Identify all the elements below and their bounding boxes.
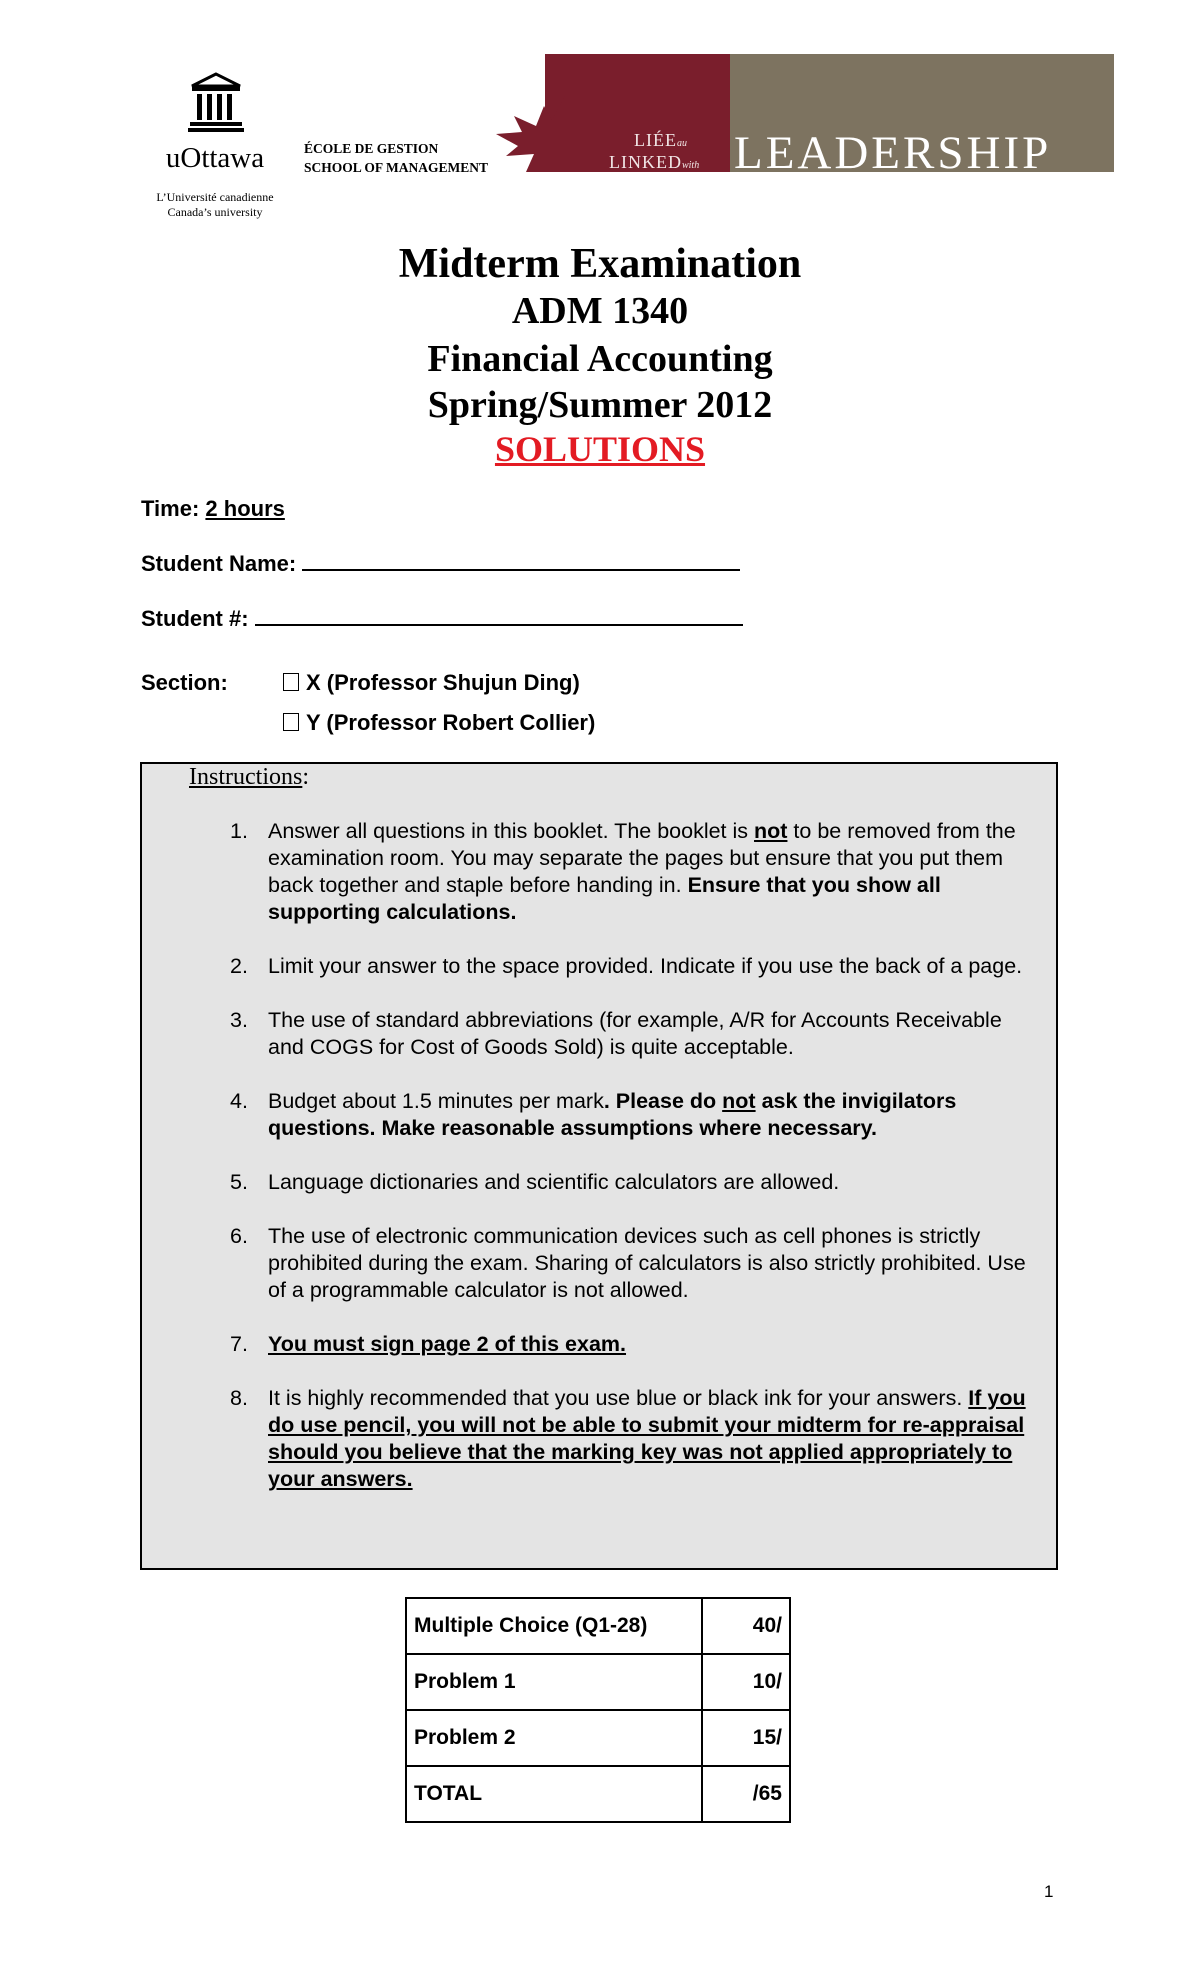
item-number: 6. (230, 1224, 248, 1248)
section-y-label: Y (Professor Robert Collier) (306, 710, 596, 735)
student-name-blank[interactable] (302, 551, 740, 571)
student-number-field (141, 606, 743, 632)
row-label: Problem 2 (406, 1710, 702, 1766)
instruction-item: 2. Limit your answer to the space provided. Indicate if you use the back of a page. (230, 954, 1023, 978)
row-value: /65 (702, 1766, 790, 1822)
maple-leaf-icon (496, 94, 566, 172)
logo-tagline-fr: L’Université canadienne (156, 190, 274, 204)
row-value: 40/ (702, 1598, 790, 1654)
section-option-x[interactable] (283, 670, 580, 696)
time-label: Time: (141, 496, 200, 521)
instructions-heading: Instructions: (189, 764, 309, 790)
item-number: 5. (230, 1170, 248, 1194)
item-number: 1. (230, 819, 248, 843)
banner-liee: LIÉEau (634, 130, 687, 150)
instruction-item: 5. Language dictionaries and scientific calculators are allowed. (230, 1170, 840, 1194)
student-number-label: Student #: (141, 606, 249, 631)
page-number: 1 (1044, 1882, 1054, 1901)
banner-linked: LINKEDwith (609, 152, 700, 172)
section-x-label: X (Professor Shujun Ding) (306, 670, 580, 695)
not-emphasis: not (754, 819, 788, 843)
row-value: 15/ (702, 1710, 790, 1766)
student-name-field (141, 551, 740, 577)
time-field (141, 496, 285, 522)
score-table (405, 1597, 791, 1823)
instructions-list (142, 818, 1042, 1520)
school-name-en: SCHOOL OF MANAGEMENT (304, 160, 489, 175)
table-row (406, 1598, 790, 1654)
row-label: TOTAL (406, 1766, 702, 1822)
school-name-fr: ÉCOLE DE GESTION (304, 141, 439, 156)
instruction-item: 1. Answer all questions in this booklet. The booklet is not to be removed from the examination room. You may separate the pages but ensure that you put them back together and staple before handing in. Ensure that you show all supporting calculations. (230, 819, 1016, 924)
instructions-box (140, 762, 1058, 1570)
banner-au: au (676, 138, 687, 149)
banner-with: with (681, 160, 700, 171)
school-name (304, 139, 488, 177)
table-row (406, 1654, 790, 1710)
uottawa-logo (140, 72, 290, 222)
instruction-item: 4. Budget about 1.5 minutes per mark. Please do not ask the invigilators questions. Make reasonable assumptions where necessary. (230, 1089, 957, 1140)
solutions-label: SOLUTIONS (494, 429, 706, 469)
row-label: Problem 1 (406, 1654, 702, 1710)
item-number: 7. (230, 1332, 248, 1356)
item-number: 3. (230, 1008, 248, 1032)
course-code: ADM 1340 (511, 290, 689, 332)
logo-wordmark: uOttawa (165, 142, 265, 174)
section-option-y[interactable] (283, 710, 595, 736)
item-number: 2. (230, 954, 248, 978)
student-number-blank[interactable] (255, 606, 743, 626)
table-row (406, 1710, 790, 1766)
section-label: Section: (141, 670, 228, 695)
row-value: 10/ (702, 1654, 790, 1710)
leadership-banner (496, 54, 1114, 179)
item-number: 8. (230, 1386, 248, 1410)
item-number: 4. (230, 1089, 248, 1113)
course-name: Financial Accounting (427, 338, 773, 380)
instruction-item: 8. It is highly recommended that you use blue or black ink for your answers. If you do use pencil, you will not be able to submit your midterm for re-appraisal should you believe that the marking key was not applied appropriately to your answers. (230, 1386, 1026, 1491)
row-label: Multiple Choice (Q1-28) (406, 1598, 702, 1654)
time-value: 2 hours (205, 496, 285, 521)
instruction-item: 7. You must sign page 2 of this exam. (230, 1332, 627, 1356)
term: Spring/Summer 2012 (427, 384, 773, 426)
bold-text: Ensure that you show all supporting calculations. (268, 873, 941, 924)
table-row (406, 1766, 790, 1822)
instruction-item: 6. The use of electronic communication devices such as cell phones is strictly prohibited during the exam. Sharing of calculators is also strictly prohibited. Use of a programmable calculator is not allowed. (230, 1224, 1026, 1302)
student-name-label: Student Name: (141, 551, 297, 576)
exam-title: Midterm Examination (398, 241, 802, 287)
instruction-item: 3. The use of standard abbreviations (for example, A/R for Accounts Receivable and COGS for Cost of Goods Sold) is quite acceptable. (230, 1008, 1002, 1059)
not-emphasis: not (722, 1089, 756, 1113)
university-building-icon (188, 72, 244, 134)
logo-tagline-en: Canada’s university (167, 205, 263, 219)
checkbox-icon[interactable] (283, 673, 299, 691)
checkbox-icon[interactable] (283, 713, 299, 731)
banner-leadership: LEADERSHIP (734, 127, 1052, 179)
